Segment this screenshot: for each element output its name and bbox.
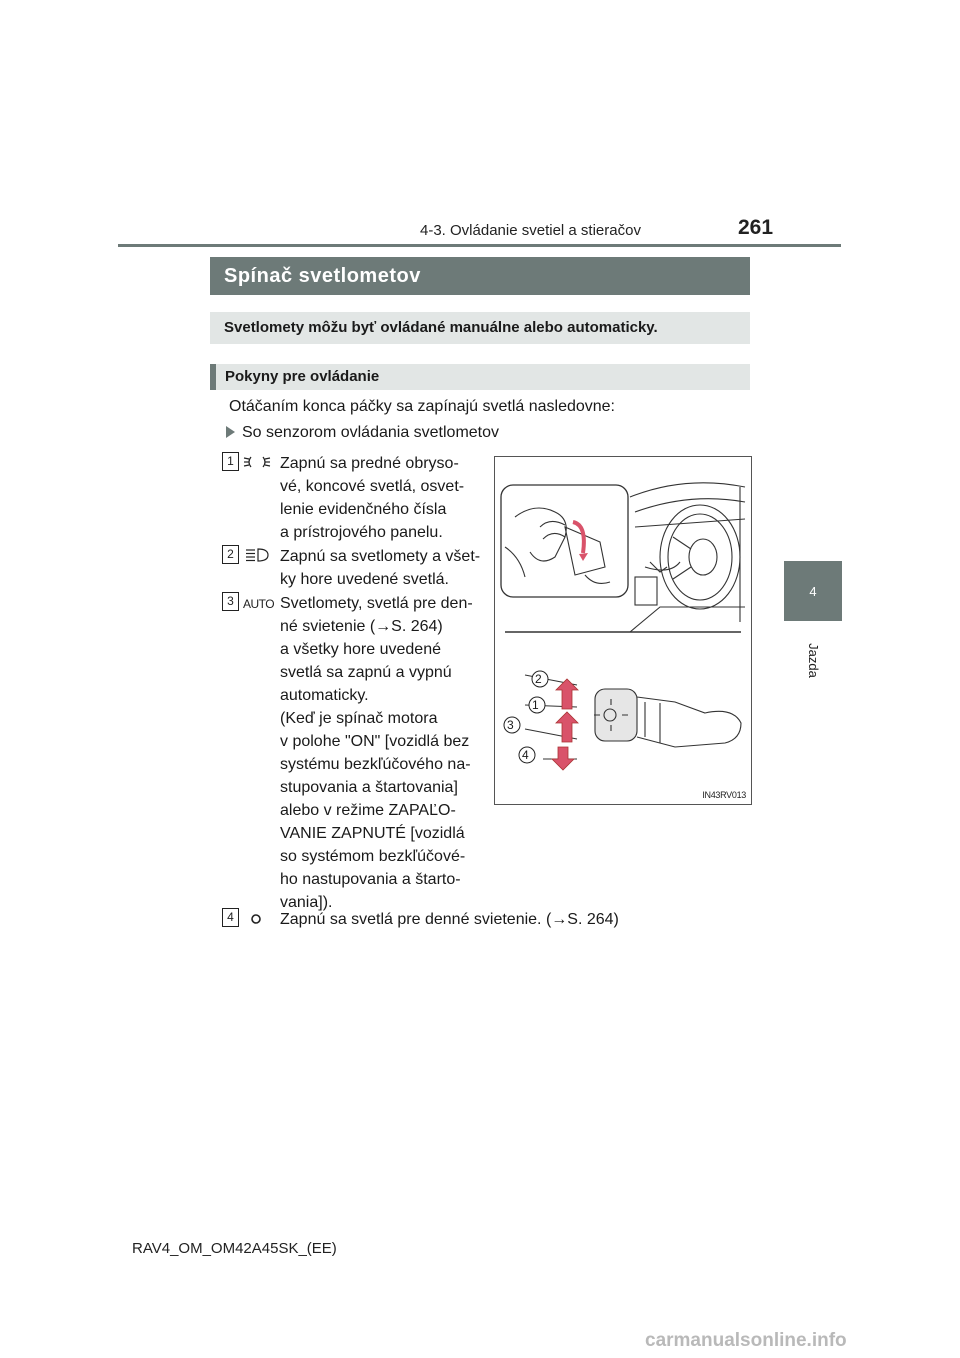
chapter-tab[interactable]: 4 — [784, 561, 842, 621]
bullet-triangle-icon — [226, 426, 235, 438]
section-header: 4-3. Ovládanie svetiel a stieračov — [420, 222, 641, 239]
item-number: 2 — [222, 545, 239, 564]
figure-code: IN43RV013 — [702, 790, 746, 800]
auto-mode-icon: AUTO — [243, 597, 275, 611]
item-2-text: Zapnú sa svetlomety a všet- ky hore uvedené svetlá. — [280, 548, 481, 588]
chapter-label: Jazda — [805, 642, 821, 678]
item-4-text: Zapnú sa svetlá pre denné svietenie. (→S. 264) — [280, 911, 619, 928]
side-marker-lights-icon — [242, 452, 272, 472]
page-number: 261 — [738, 216, 774, 239]
callout-label: 4 — [522, 748, 529, 762]
footer-doc-id: RAV4_OM_OM42A45SK_(EE) — [132, 1240, 337, 1257]
callout-label: 3 — [507, 718, 514, 732]
switch-illustration — [495, 457, 751, 804]
item-3-text: Svetlomety, svetlá pre den- né svietenie (→S. 264) a všetky hore uvedené svetlá sa zapnú a vypnú automaticky. (Keď je spínač motora v polohe "ON" [vozidlá bez systému bezkľúčového na- stupovania a štartovania] alebo v režime ZAPAĽO- VANIE ZAPNUTÉ [vozidlá so systémom bezkľúčové- ho nastupovania a štarto- vania]). — [280, 595, 473, 911]
item-1-text: Zapnú sa predné obryso- vé, koncové svetlá, osvet- lenie evidenčného čísla a prístrojového panelu. — [280, 455, 465, 541]
drl-icon — [248, 911, 264, 927]
bullet-item: So senzorom ovládania svetlometov — [226, 424, 499, 442]
summary-box: Svetlomety môžu byť ovládané manuálne alebo automaticky. — [210, 312, 750, 344]
callout-label: 2 — [535, 672, 542, 686]
headlight-switch-figure — [494, 456, 752, 805]
intro-text: Otáčaním konca páčky sa zapínajú svetlá nasledovne: — [229, 398, 615, 415]
item-number: 1 — [222, 452, 239, 471]
headlight-icon — [242, 545, 272, 565]
item-number: 3 — [222, 592, 239, 611]
watermark: carmanualsonline.info — [645, 1330, 847, 1351]
callout-label: 1 — [532, 698, 539, 712]
subheading: Pokyny pre ovládanie — [210, 364, 750, 390]
page-title: Spínač svetlometov — [210, 257, 750, 295]
header-rule — [118, 244, 841, 247]
item-number: 4 — [222, 908, 239, 927]
